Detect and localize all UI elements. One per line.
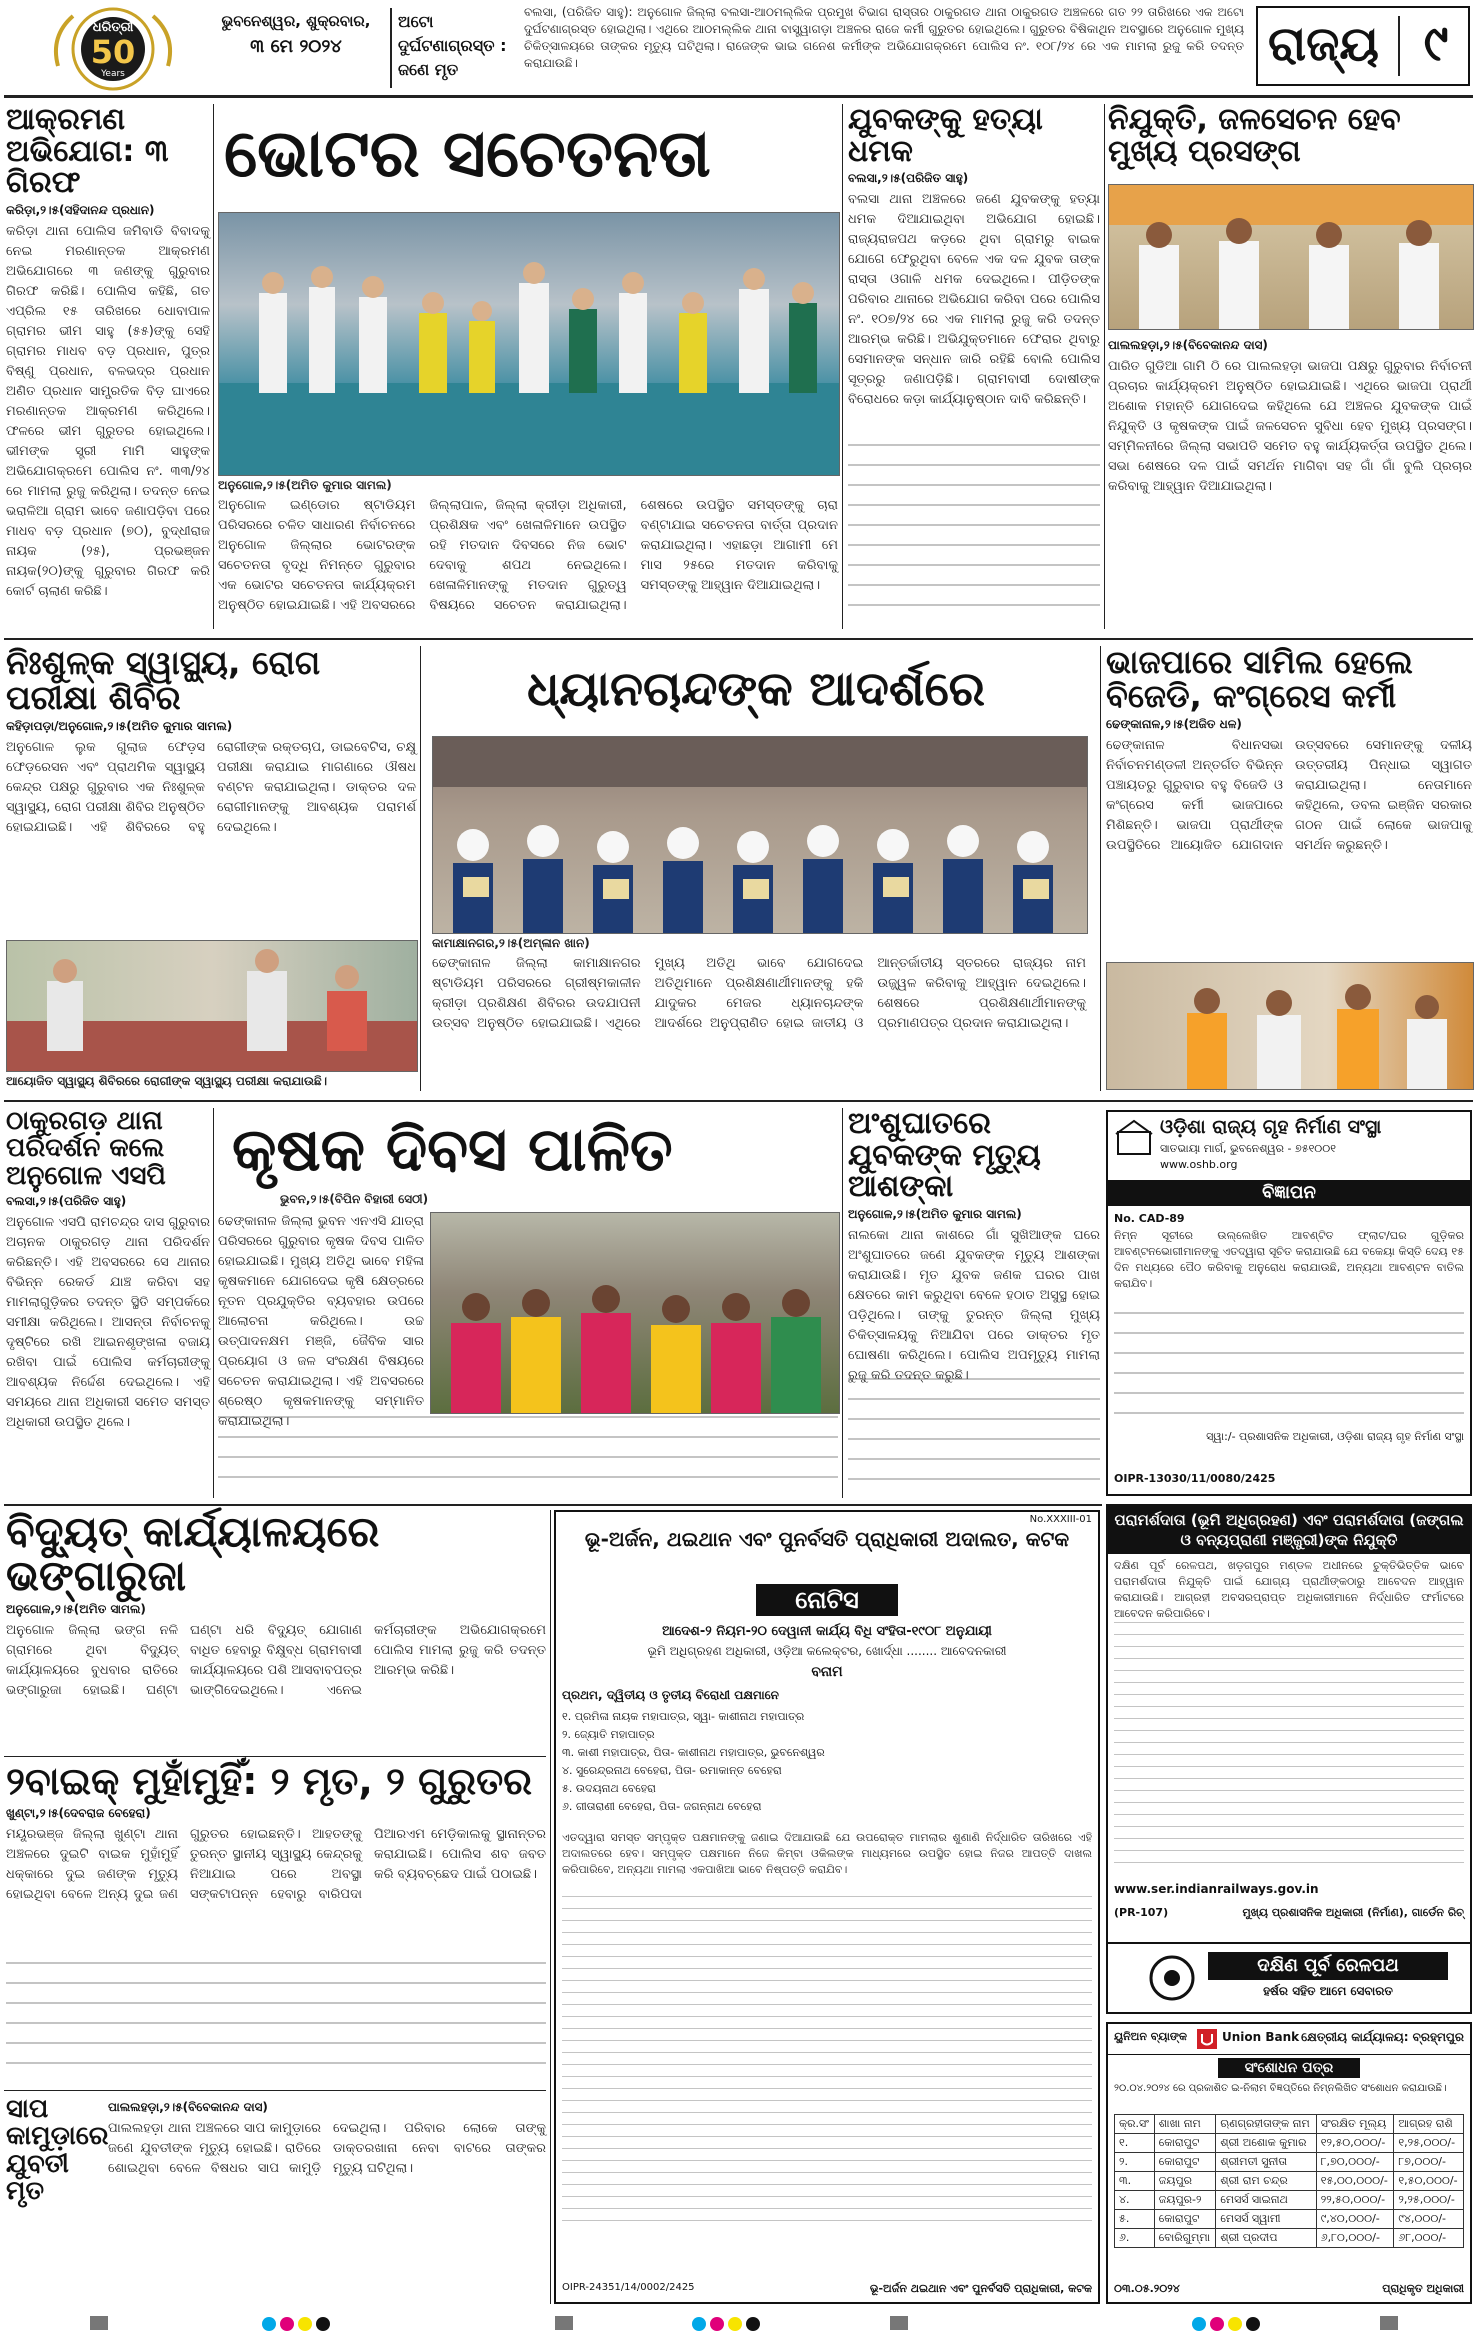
table-row xyxy=(1115,2229,1464,2248)
headline: ସାପ କାମୁଡ଼ାରେ ଯୁବତୀ ମୃତ xyxy=(6,2094,109,2206)
black-dot-icon xyxy=(746,2317,760,2331)
party-item: ୨. ଜ୍ୟୋତି ମହାପାତ୍ର xyxy=(562,1728,655,1741)
article-body: କରିଡ଼ା ଥାନା ପୋଲିସ ଜମିବାଡି ବିବାଦକୁ ନେଇ ମରଣାନ୍ତକ ଆକ୍ରମଣ ଅଭିଯୋଗରେ ୩ ଜଣଙ୍କୁ ଗୁରୁବାର ଗିରଫ କରିଛି। ପୋଲିସ କହିଛି, ଗତ ଏପ୍ରିଲ ୧୫ ତାରିଖରେ ଧୋବାପାଳ ଗ୍ରାମର ଭୀମ ସାହୁ (୫୫)ଙ୍କୁ ସେହି ଗ୍ରାମର ମାଧବ ବଡ଼ ପ୍ରଧାନ, ପୁତ୍ର ବିଷ୍ଣୁ ପ୍ରଧାନ, ବଳଭଦ୍ର ପ୍ରଧାନ ଅଣିତ ପ୍ରଧାନ ସାମ୍ପ୍ରତିକ ବିଡ଼ ଘାଏରେ ମରଣାନ୍ତକ ଆକ୍ରମଣ କରିଥିଲେ। ଫଳରେ ଭୀମ ଗୁରୁତର ହୋଇଥିଲେ। ଭୀମଙ୍କ ସ୍ତ୍ରୀ ମାମି ସାହୁଙ୍କ ଅଭିଯୋଗକ୍ରମେ ପୋଲିସ ନଂ. ୩୩/୨୪ ରେ ମାମଲା ରୁଜୁ କରିଥିଲା। ତଦନ୍ତ ନେଇ ଭରାଳିଆ ଗ୍ରାମ ଭାବେ ଜଣାପଡ଼ିବା ପରେ ମାଧବ ବଡ଼ ପ୍ରଧାନ (୭୦), ବୁଦ୍ଧୀରାଜ ନାୟକ (୨୫), ପ୍ରଭଞ୍ଜନ ନାୟକ(୨୦)ଙ୍କୁ ଗୁରୁବାର ଗିରଫ କରି କୋର୍ଟ ଚାଲାଣ କରିଛି। xyxy=(6,223,210,599)
table-cell: ଶ୍ରୀ ପ୍ରଦୀପ xyxy=(1216,2229,1316,2248)
cyan-dot-icon xyxy=(262,2317,276,2331)
black-dot-icon xyxy=(316,2317,330,2331)
table-cell: ୫. xyxy=(1115,2210,1155,2229)
headline: ବିଦ୍ୟୁତ୍ କାର୍ଯ୍ୟାଳୟରେ ଭଙ୍ଗାରୁଜା xyxy=(6,1507,380,1601)
text-column-filler xyxy=(6,1962,546,2074)
table-cell: ୯,୪୦,୦୦୦/- xyxy=(1316,2210,1394,2229)
niyukti-text xyxy=(1108,334,1472,628)
article-body: ମୟୂରଭଞ୍ଜ ଜିଲ୍ଲା ଖୁଣ୍ଟା ଥାନା ଅଞ୍ଚଳରେ ଦୁଇଟି ବାଇକ ମୁହାଁମୁହିଁ ଧକ୍କାରେ ଦୁଇ ଜଣଙ୍କ ମୃତ୍ୟୁ ହୋଇଥିବା ବେଳେ ଅନ୍ୟ ଦୁଇ ଜଣ ଗୁରୁତର ହୋଇଛନ୍ତି। ଆହତଙ୍କୁ ତୁରନ୍ତ ସ୍ଥାନୀୟ ସ୍ୱାସ୍ଥ୍ୟ କେନ୍ଦ୍ରକୁ ନିଆଯାଇ ପରେ ଅବସ୍ଥା ସଙ୍କଟାପନ୍ନ ହେବାରୁ ବାରିପଦା ପିଆରଏମ ମେଡ଼ିକାଲକୁ ସ୍ଥାନାନ୍ତର କରାଯାଇଛି। ପୋଲିସ ଶବ ଜବତ କରି ବ୍ୟବଚ୍ଛେଦ ପାଇଁ ପଠାଇଛି। xyxy=(6,1826,546,1902)
ad-text-filler xyxy=(1114,1622,1464,1872)
org-name: ଓଡ଼ିଶା ରାଜ୍ୟ ଗୃହ ନିର୍ମାଣ ସଂସ୍ଥା xyxy=(1160,1116,1382,1138)
section-name: ରାଜ୍ୟ xyxy=(1268,16,1379,72)
table-cell: ୧,୨୫,୦୦୦/- xyxy=(1394,2134,1464,2153)
headline: ଧ୍ୟାନଚାନ୍ଦଙ୍କ ଆଦର୍ଶରେ xyxy=(526,661,986,717)
article-body: ଢେଙ୍କାନାଳ ବିଧାନସଭା ନିର୍ବାଚନମଣ୍ଡଳୀ ଅନ୍ତର୍ଗତ ବିଭିନ୍ନ ପଞ୍ଚାୟତରୁ ଗୁରୁବାର ବହୁ ବିଜେଡି ଓ କଂଗ୍ରେସ କର୍ମୀ ଭାଜପାରେ ମିଶିଛନ୍ତି। ଭାଜପା ପ୍ରାର୍ଥୀଙ୍କ ଉପସ୍ଥିତିରେ ଆୟୋଜିତ ଯୋଗଦାନ ଉତ୍ସବରେ ସେମାନଙ୍କୁ ଦଳୀୟ ଉତ୍ତରୀୟ ପିନ୍ଧାଇ ସ୍ୱାଗତ କରାଯାଇଥିଲା। ନେତାମାନେ କହିଥିଲେ, ଡବଲ ଇଞ୍ଜିନ ସରକାର ଗଠନ ପାଇଁ ଲୋକେ ଭାଜପାକୁ ସମର୍ଥନ କରୁଛନ୍ତି। xyxy=(1106,738,1472,854)
article-bidyut xyxy=(6,1507,546,1750)
dateline: ପାଲଲହଡ଼ା,୨।୫(ବିବେକାନନ୍ଦ ଦାସ) xyxy=(1108,338,1268,352)
table-cell: ୪. xyxy=(1115,2191,1155,2210)
article-dhyanchand xyxy=(426,646,1086,736)
notice-title: ନୋଟିସ xyxy=(756,1584,898,1616)
rail-footer-sub: ହର୍ଷର ସହିତ ଆମେ ସେବାରତ xyxy=(1263,1984,1393,1998)
photo-niyukti-meeting xyxy=(1108,184,1474,330)
page-number: ୯ xyxy=(1423,14,1449,72)
table-header: ସଂରକ୍ଷିତ ମୂଲ୍ୟ xyxy=(1316,2115,1394,2134)
cyan-dot-icon xyxy=(1192,2317,1206,2331)
bank-brand: ୟୁନିଅନ ବ୍ୟାଙ୍କ xyxy=(1114,2030,1188,2043)
voter-body: ଅନୁଗୋଳ ଇଣ୍ଡୋର ଷ୍ଟାଡିୟମ ପରିସରରେ ଚଳିତ ସାଧାରଣ ନିର୍ବାଚନରେ ଅନୁଗୋଳ ଜିଲ୍ଲାର ଭୋଟରଙ୍କ ସଚେତନତା ବୃଦ୍ଧି ନିମନ୍ତେ ଗୁରୁବାର ଏକ ଭୋଟର ସଚେତନତା କାର୍ଯ୍ୟକ୍ରମ ଅନୁଷ୍ଠିତ ହୋଇଯାଇଛି। ଏହି ଅବସରରେ ଜିଲ୍ଲାପାଳ, ଜିଲ୍ଲା କ୍ରୀଡ଼ା ଅଧିକାରୀ, ପ୍ରଶିକ୍ଷକ ଏବଂ ଖେଳାଳିମାନେ ଉପସ୍ଥିତ ରହି ମତଦାନ ଦିବସରେ ନିଜ ଭୋଟ ଦେବାକୁ ଶପଥ ନେଇଥିଲେ। ଖେଳାଳିମାନଙ୍କୁ ମତଦାନ ଗୁରୁତ୍ୱ ବିଷୟରେ ସଚେତନ କରାଯାଇଥିଲା। ଶେଷରେ ଉପସ୍ଥିତ ସମସ୍ତଙ୍କୁ ଚାରା ବଣ୍ଟାଯାଇ ସଚେତନତା ବାର୍ତ୍ତା ପ୍ରଦାନ କରାଯାଇଥିଲା। ଏହାଛଡ଼ା ଆଗାମୀ ମେ ମାସ ୨୫ରେ ମତଦାନ କରିବାକୁ ସମସ୍ତଙ୍କୁ ଆହ୍ୱାନ ଦିଆଯାଇଥିଲା। xyxy=(218,498,838,613)
table-cell: ୩. xyxy=(1115,2172,1155,2191)
ad-signatory: ପ୍ରାଧିକୃତ ଅଧିକାରୀ xyxy=(1382,2282,1464,2295)
dateline: ଖୁଣ୍ଟା,୨।୫(ଦେବରାଜ ବେହେରା) xyxy=(6,1805,151,1820)
table-cell: କୋରାପୁଟ xyxy=(1154,2153,1216,2172)
photo-caption: ଭୁବନ,୨।୫(ବିପିନ ବିହାରୀ ସେଠୀ) xyxy=(280,1192,429,1206)
article-bike xyxy=(6,1759,546,2084)
notice-code: OIPR-24351/14/0002/2425 xyxy=(562,2282,695,2293)
table-cell: ୨,୨୫,୦୦୦/- xyxy=(1394,2191,1464,2210)
issue-date: ୩ ମେ ୨୦୨୪ xyxy=(250,36,342,57)
table-row xyxy=(1115,2172,1464,2191)
headline: ଆକ୍ରମଣ ଅଭିଯୋଗ: ୩ ଗିରଫ xyxy=(6,102,169,200)
notice-signatory: ଭୂ-ଅର୍ଜନ ଥଇଥାନ ଏବଂ ପୁନର୍ବସତି ପ୍ରାଧିକାରୀ, କଟକ xyxy=(869,2282,1092,2295)
photo-voter-awareness xyxy=(218,212,840,476)
photo-caption: କାମାକ୍ଷାନଗର,୨।୫(ଅମ୍ଳାନ ଖାନ) xyxy=(432,936,590,950)
dhyanchand-body: ଢେଙ୍କାନାଳ ଜିଲ୍ଲା କାମାକ୍ଷାନଗର ଷ୍ଟାଡିୟମ ପରିସରରେ ଗ୍ରୀଷ୍ମକାଳୀନ କ୍ରୀଡ଼ା ପ୍ରଶିକ୍ଷଣ ଶିବିରର ଉଦଯାପନୀ ଉତ୍ସବ ଅନୁଷ୍ଠିତ ହୋଇଯାଇଛି। ଏଥିରେ ମୁଖ୍ୟ ଅତିଥି ଭାବେ ଯୋଗଦେଇ ଅତିଥିମାନେ ପ୍ରଶିକ୍ଷଣାର୍ଥୀମାନଙ୍କୁ ହକି ଯାଦୁକର ମେଜର ଧ୍ୟାନଚାନ୍ଦଙ୍କ ଆଦର୍ଶରେ ଅନୁପ୍ରାଣିତ ହୋଇ ଜାତୀୟ ଓ ଆନ୍ତର୍ଜାତୀୟ ସ୍ତରରେ ରାଜ୍ୟର ନାମ ଉଜ୍ଜ୍ୱଳ କରିବାକୁ ଆହ୍ୱାନ ଦେଇଥିଲେ। ଶେଷରେ ପ୍ରଶିକ୍ଷଣାର୍ଥୀମାନଙ୍କୁ ପ୍ରମାଣପତ୍ର ପ୍ରଦାନ କରାଯାଇଥିଲା। xyxy=(432,956,1086,1031)
photo-caption: ଅନୁଗୋଳ,୨।୫(ଅମିତ କୁମାର ସାମଲ) xyxy=(218,478,392,492)
party-name: ଗୀତାରାଣୀ ବେହେରା, ପିତା- ଜଗନ୍ନାଥ ବେହେରା xyxy=(575,1800,762,1813)
table-header: କ୍ର.ସଂ xyxy=(1115,2115,1155,2134)
krushaka-body: ଢେଙ୍କାନାଳ ଜିଲ୍ଲା ଭୁବନ ଏନଏସି ଯାତ୍ରା ପରିସରରେ ଗୁରୁବାର କୃଷକ ଦିବସ ପାଳିତ ହୋଇଯାଇଛି। ମୁଖ୍ୟ ଅତିଥି ଭାବେ ମହିଳା କୃଷକମାନେ ଯୋଗଦେଇ କୃଷି କ୍ଷେତ୍ରରେ ନୂତନ ପ୍ରଯୁକ୍ତିର ବ୍ୟବହାର ଉପରେ ଆଲୋଚନା କରିଥିଲେ। ଉଚ୍ଚ ଉତ୍ପାଦନକ୍ଷମ ମଞ୍ଜି, ଜୈବିକ ସାର ପ୍ରୟୋଗ ଓ ଜଳ ସଂରକ୍ଷଣ ବିଷୟରେ ସଚେତନ କରାଯାଇଥିଲା। ଏହି ଅବସରରେ ଶ୍ରେଷ୍ଠ କୃଷକମାନଙ୍କୁ ସମ୍ମାନିତ କରାଯାଇଥିଲା। xyxy=(218,1214,424,1429)
table-cell: ୧୨,୫୦,୦୦୦/- xyxy=(1316,2134,1394,2153)
ad-signatory: ସ୍ୱା:/- ପ୍ରଶାସନିକ ଅଧିକାରୀ, ଓଡ଼ିଶା ରାଜ୍ୟ ଗୃହ ନିର୍ମାଣ ସଂସ୍ଥା xyxy=(1206,1430,1464,1443)
ad-title: ବିଜ୍ଞାପନ xyxy=(1108,1180,1470,1206)
ad-union-bank xyxy=(1106,2022,1472,2304)
court-title: ଭୂ-ଅର୍ଜନ, ଥଇଥାନ ଏବଂ ପୁନର୍ବସତି ପ୍ରାଧିକାରୀ ଅଦାଲତ, କଟକ xyxy=(584,1527,1070,1551)
top-brief-label: ଅଟୋ ଦୁର୍ଘଟଣାଗ୍ରସ୍ତ : ଜଣେ ମୃତ xyxy=(398,12,507,79)
table-cell: ଜୟପୁର-୨ xyxy=(1154,2191,1216,2210)
article-bjp xyxy=(1106,643,1472,956)
bank-table xyxy=(1114,2114,1464,2248)
party-item: ୪. ସୁରେନ୍ଦ୍ରନାଥ ବେହେରା, ପିତା- ରମାକାନ୍ତ ବେହେରା xyxy=(562,1764,782,1777)
bank-header xyxy=(1108,2024,1470,2055)
org-address: ସାତଭାୟା ମାର୍ଗ, ଭୁବନେଶ୍ୱର - ୭୫୧୦୦୧ xyxy=(1160,1142,1336,1155)
table-cell: କୋରାପୁଟ xyxy=(1154,2210,1216,2229)
section-box xyxy=(1256,6,1470,86)
article-thakuragada xyxy=(6,1108,210,1498)
article-body: ଅନୁଗୋଳ ଏସପି ରାମଚନ୍ଦ୍ର ଦାସ ଗୁରୁବାର ଅଚାନକ ଠାକୁରଗଡ଼ ଥାନା ପରିଦର୍ଶନ କରିଛନ୍ତି। ଏହି ଅବସରରେ ସେ ଥାନାର ବିଭିନ୍ନ ରେକର୍ଡ ଯାଞ୍ଚ କରିବା ସହ ମାମଲାଗୁଡ଼ିକର ତଦନ୍ତ ସ୍ଥିତି ସମ୍ପର୍କରେ ସମୀକ୍ଷା କରିଥିଲେ। ଆସନ୍ତା ନିର୍ବାଚନକୁ ଦୃଷ୍ଟିରେ ରଖି ଆଇନଶୃଙ୍ଖଳା ବଜାୟ ରଖିବା ପାଇଁ ପୋଲିସ କର୍ମଚାରୀଙ୍କୁ ଆବଶ୍ୟକ ନିର୍ଦ୍ଦେଶ ଦେଇଥିଲେ। ଏହି ସମୟରେ ଥାନା ଅଧିକାରୀ ସମେତ ସମସ୍ତ ଅଧିକାରୀ ଉପସ୍ଥିତ ଥିଲେ। xyxy=(6,1214,210,1430)
table-cell: ୧. xyxy=(1115,2134,1155,2153)
notice-sub2: ଭୂମି ଅଧିଗ୍ରହଣ ଅଧିକାରୀ, ଓଡ଼ିଆ କଲେକ୍ଟର, ଖୋର୍ଦ୍ଧା ........ ଆବେଦନକାରୀ xyxy=(647,1644,1007,1658)
notice-sub: ଆଦେଶ-୨ ନିୟମ-୨୦ ଦେୱାନୀ କାର୍ଯ୍ୟ ବିଧି ସଂହିତା-୧୯୦୮ ଅନୁଯାୟୀ xyxy=(662,1624,992,1639)
color-dots-center xyxy=(690,2316,780,2334)
headline: ଭୋଟର ସଚେତନତା xyxy=(224,115,711,192)
table-row xyxy=(1115,2134,1464,2153)
yellow-dot-icon xyxy=(1228,2317,1242,2331)
housing-emblem-icon xyxy=(1114,1118,1154,1158)
table-cell: ୬୮,୦୦୦/- xyxy=(1394,2229,1464,2248)
article-akramana xyxy=(6,104,210,634)
table-cell: ୬,୮୦,୦୦୦/- xyxy=(1316,2229,1394,2248)
table-cell: ୨. xyxy=(1115,2153,1155,2172)
ad-table-filler xyxy=(1114,1312,1464,1422)
article-yubaka-hatya xyxy=(848,104,1100,634)
dateline: ବଲସା,୨।୫(ପରିଜିତ ସାହୁ) xyxy=(6,1193,127,1208)
ad-railway xyxy=(1106,1504,1472,2014)
table-row xyxy=(1115,2210,1464,2229)
logo-word: ଧରିତ୍ରୀ xyxy=(92,20,134,35)
dateline: କହିଡ଼ାପଡ଼ା/ଅନୁଗୋଳ,୨।୫(ଅମିତ କୁମାର ସାମଲ) xyxy=(6,719,233,734)
table-cell: ୧,୫୦,୦୦୦/- xyxy=(1394,2172,1464,2191)
headline: ନିଯୁକ୍ତି, ଜଳସେଚନ ହେବ ମୁଖ୍ୟ ପ୍ରସଙ୍ଗ xyxy=(1108,102,1401,169)
notice-ref: No.XXXIII-01 xyxy=(1029,1514,1092,1525)
party-name: ସୁରେନ୍ଦ୍ରନାଥ ବେହେରା, ପିତା- ରମାକାନ୍ତ ବେହେରା xyxy=(576,1764,782,1777)
article-body: ପାରିତ ଗୁଡିଆ ଗାମି ଠି ରେ ପାଲଲହଡ଼ା ଭାଜପା ପକ୍ଷରୁ ଗୁରୁବାର ନିର୍ବାଚନୀ ପ୍ରଚାର କାର୍ଯ୍ୟକ୍ରମ ଅନୁଷ୍ଠିତ ହୋଇଯାଇଛି। ଏଥିରେ ଭାଜପା ପ୍ରାର୍ଥୀ ଅଶୋକ ମହାନ୍ତି ଯୋଗଦେଇ କହିଥିଲେ ଯେ ଅଞ୍ଚଳର ଯୁବକଙ୍କ ପାଇଁ ନିଯୁକ୍ତି ଓ କୃଷକଙ୍କ ପାଇଁ ଜଳସେଚନ ସୁବିଧା ହେବ ମୁଖ୍ୟ ପ୍ରସଙ୍ଗ। ସମ୍ମିଳନୀରେ ଜିଲ୍ଲା ସଭାପତି ସମେତ ବହୁ କାର୍ଯ୍ୟକର୍ତ୍ତା ଉପସ୍ଥିତ ଥିଲେ। ସଭା ଶେଷରେ ଦଳ ପାଇଁ ସମର୍ଥନ ମାଗିବା ସହ ଗାଁ ଗାଁ ବୁଲି ପ୍ରଚାର କରିବାକୁ ଆହ୍ୱାନ ଦିଆଯାଇଥିଲା। xyxy=(1108,359,1472,494)
registration-bar xyxy=(1380,2316,1398,2330)
table-cell: କୋରାପୁଟ xyxy=(1154,2134,1216,2153)
ad-body: ନିମ୍ନ ସୂଚୀରେ ଉଲ୍ଲେଖିତ ଆବଣ୍ଟିତ ଫ୍ଲାଟ/ଘର ଗୁଡ଼ିକର ଆବଣ୍ଟନଭୋଗୀମାନଙ୍କୁ ଏତଦ୍ୱାରା ସୂଚିତ କରାଯାଉଛି ଯେ ବକେୟା କିସ୍ତି ଦେୟ ୧୫ ଦିନ ମଧ୍ୟରେ ପୈଠ କରିବାକୁ ଅନୁରୋଧ କରାଯାଉଛି, ଅନ୍ୟଥା ଆବଣ୍ଟନ ବାତିଲ କରାଯିବ। xyxy=(1114,1229,1464,1290)
ad-court-notice xyxy=(554,1510,1100,2304)
table-row xyxy=(1115,2153,1464,2172)
table-cell: ମେସର୍ସ ସ୍ୱାମୀ xyxy=(1216,2210,1316,2229)
table-cell: ୮,୭୦,୦୦୦/- xyxy=(1316,2153,1394,2172)
union-bank-logo-icon xyxy=(1196,2028,1218,2050)
photo-krushaka-dibasa xyxy=(430,1212,840,1414)
photo-health-camp xyxy=(6,940,418,1072)
table-cell: ଶ୍ରୀ ରାମ ଚନ୍ଦ୍ର xyxy=(1216,2172,1316,2191)
table-cell: ୯୪,୦୦୦/- xyxy=(1394,2210,1464,2229)
article-body: ନାଲକୋ ଥାନା କାଶରେ ଗାଁ ସୁଖିଆଙ୍କ ଘରେ ଅଂଶୁଘାତରେ ଜଣେ ଯୁବକଙ୍କ ମୃତ୍ୟୁ ଆଶଙ୍କା କରାଯାଉଛି। ମୃତ ଯୁବକ ଜଣକ ଘରର ପାଖ କ୍ଷେତରେ କାମ କରୁଥିବା ବେଳେ ହଠାତ ଅସୁସ୍ଥ ହୋଇ ପଡ଼ିଥିଲେ। ତାଙ୍କୁ ତୁରନ୍ତ ଜିଲ୍ଲା ମୁଖ୍ୟ ଚିକିତ୍ସାଳୟକୁ ନିଆଯିବା ପରେ ଡାକ୍ତର ମୃତ ଘୋଷଣା କରିଥିଲେ। ପୋଲିସ ଅପମୃତ୍ୟୁ ମାମଲା ରୁଜୁ କରି ତଦନ୍ତ କରୁଛି। xyxy=(848,1227,1100,1383)
headline: ଭାଜପାରେ ସାମିଲ ହେଲେ ବିଜେଡି, କଂଗ୍ରେସ କର୍ମୀ xyxy=(1106,643,1413,715)
table-cell: ୬. xyxy=(1115,2229,1155,2248)
dateline: ଅନୁଗୋଳ,୨।୫(ଅମିତ କୁମାର ସାମଲ) xyxy=(848,1206,1022,1221)
table-cell: ବୋରିଗୁମ୍ମା xyxy=(1154,2229,1216,2248)
table-cell: ଜୟପୁର xyxy=(1154,2172,1216,2191)
city-day: ଭୁବନେଶ୍ୱର, ଶୁକ୍ରବାର, xyxy=(221,12,371,30)
table-cell: ଶ୍ରୀ ଅଶୋକ କୁମାର xyxy=(1216,2134,1316,2153)
table-header: ଶାଖା ନାମ xyxy=(1154,2115,1216,2134)
article-body: ବଲସା ଥାନା ଅଞ୍ଚଳରେ ଜଣେ ଯୁବକଙ୍କୁ ହତ୍ୟା ଧମକ ଦିଆଯାଇଥିବା ଅଭିଯୋଗ ହୋଇଛି। ରାଜ୍ୟରାଜପଥ କଡ଼ରେ ଥିବା ଗ୍ରାମରୁ ବାଇକ ଯୋଗେ ଫେରୁଥିବା ବେଳେ ଏକ ଦଳ ଯୁବକ ତାଙ୍କ ରାସ୍ତା ଓଗାଳି ଧମକ ଦେଇଥିଲେ। ପୀଡ଼ିତଙ୍କ ପରିବାର ଥାନାରେ ଅଭିଯୋଗ କରିବା ପରେ ପୋଲିସ ନଂ. ୧୦୭/୨୪ ରେ ଏକ ମାମଲା ରୁଜୁ କରି ତଦନ୍ତ ଆରମ୍ଭ କରିଛି। ଅଭିଯୁକ୍ତମାନେ ଫେରାର ଥିବାରୁ ସେମାନଙ୍କ ସନ୍ଧାନ ଜାରି ରହିଛି ବୋଲି ପୋଲିସ ସୂତ୍ରରୁ ଜଣାପଡ଼ିଛି। ଗ୍ରାମବାସୀ ଦୋଷୀଙ୍କ ବିରୋଧରେ କଡ଼ା କାର୍ଯ୍ୟାନୁଷ୍ଠାନ ଦାବି କରିଛନ୍ତି। xyxy=(848,192,1100,407)
article-nishulka xyxy=(6,643,416,936)
bank-brand-en: Union Bank xyxy=(1222,2030,1300,2044)
headline: ନିଃଶୁଳ୍କ ସ୍ୱାସ୍ଥ୍ୟ, ରୋଗ ପରୀକ୍ଷା ଶିବିର xyxy=(6,643,321,717)
cyan-dot-icon xyxy=(692,2317,706,2331)
registration-bar xyxy=(555,2316,573,2330)
bank-table-wrap xyxy=(1114,2114,1464,2248)
black-dot-icon xyxy=(1246,2317,1260,2331)
photo-dhyanchand-camp xyxy=(432,736,1088,934)
sapa-text xyxy=(108,2096,546,2304)
article-sapa xyxy=(6,2094,109,2304)
text-column-filler xyxy=(848,444,1100,624)
headline: କୃଷକ ଦିବସ ପାଳିତ xyxy=(232,1115,673,1185)
yellow-dot-icon xyxy=(298,2317,312,2331)
article-body: ଅନୁଗୋଳ ଲୁକ ଗୁଲାଜ ଫେଡ଼ସ ଫେଡ଼ରେସନ ଏବଂ ପ୍ରାଥମିକ ସ୍ୱାସ୍ଥ୍ୟ କେନ୍ଦ୍ର ପକ୍ଷରୁ ଗୁରୁବାର ଏକ ନିଃଶୁଳ୍କ ସ୍ୱାସ୍ଥ୍ୟ, ରୋଗ ପରୀକ୍ଷା ଶିବିର ଅନୁଷ୍ଠିତ ହୋଇଯାଇଛି। ଏହି ଶିବିରରେ ବହୁ ରୋଗୀଙ୍କ ରକ୍ତଚାପ, ଡାଇବେଟିସ, ଚକ୍ଷୁ ପରୀକ୍ଷା କରାଯାଇ ମାଗଣାରେ ଔଷଧ ବଣ୍ଟନ କରାଯାଇଥିଲା। ଡାକ୍ତର ଦଳ ରୋଗୀମାନଙ୍କୁ ଆବଶ୍ୟକ ପରାମର୍ଶ ଦେଇଥିଲେ। xyxy=(6,740,416,836)
parties-label: ପ୍ରଥମ, ଦ୍ୱିତୀୟ ଓ ତୃତୀୟ ବିରୋଧୀ ପକ୍ଷମାନେ xyxy=(562,1688,779,1702)
logo-years: 50 xyxy=(90,33,136,71)
masthead xyxy=(0,0,1477,95)
color-dots-right xyxy=(1190,2316,1280,2334)
party-name: ଜ୍ୟୋତି ମହାପାତ୍ର xyxy=(574,1728,655,1741)
logo-years-label: Years xyxy=(101,69,125,79)
table-header: ଋଣଗ୍ରହୀତାଙ୍କ ନାମ xyxy=(1216,2115,1316,2134)
headline: ୨ବାଇକ୍ ମୁହାଁମୁହିଁ: ୨ ମୃତ, ୨ ଗୁରୁତର xyxy=(6,1759,533,1803)
article-body: ଅନୁଗୋଳ ଜିଲ୍ଲା ଭଙ୍ଗ ନଳି ଗ୍ରାମରେ ଥିବା ବିଦ୍ୟୁତ୍ କାର୍ଯ୍ୟାଳୟରେ ବୁଧବାର ରାତିରେ ଭଙ୍ଗାରୁଜା ହୋଇଛି। ଘଣ୍ଟା ଘଣ୍ଟା ଧରି ବିଦ୍ୟୁତ୍ ଯୋଗାଣ ବାଧିତ ହେବାରୁ ବିକ୍ଷୁବ୍ଧ ଗ୍ରାମବାସୀ କାର୍ଯ୍ୟାଳୟରେ ପଶି ଆସବାବପତ୍ର ଭାଙ୍ଗିଦେଇଥିଲେ। ଏନେଇ କର୍ମଚାରୀଙ୍କ ଅଭିଯୋଗକ୍ରମେ ପୋଲିସ ମାମଲା ରୁଜୁ କରି ତଦନ୍ତ ଆରମ୍ଭ କରିଛି। xyxy=(6,1623,546,1699)
ad-code: (PR-107) xyxy=(1114,1906,1169,1919)
registration-bar xyxy=(890,2316,908,2330)
dateline: ବଲସା,୨।୫(ପରିଜିତ ସାହୁ) xyxy=(848,171,969,185)
ad-code: OIPR-13030/11/0080/2425 xyxy=(1114,1472,1276,1485)
top-brief-text: ବଲସା, (ପରିଜିତ ସାହୁ): ଅନୁଗୋଳ ଜିଲ୍ଲା ବଲସା-ଆଠମଲ୍ଲିକ ପ୍ରମୁଖ ବିଭାଗ ରାସ୍ତାର ଠାକୁରଗଡ ଥାନା ଠାକୁରଗଡ ଅଞ୍ଚଳରେ ଗତ ୨୨ ତାରିଖରେ ଏକ ଅଟୋ ଦୁର୍ଘଟଣାଗ୍ରସ୍ତ ହୋଇଥିଲା। ଏଥିରେ ଆଠମଲ୍ଲିକ ଥାନା ବାସ୍ତ୍ୱାଗଡ଼ା ଅଞ୍ଚଳର ରାଜେ କର୍ମୀ ଗୁରୁତର ହୋଇଥିଲେ। ଗୁରୁତର ବିଷିକାଥିନ ଅବସ୍ଥାରେ ଅନୁଗୋଳ ମୁଖ୍ୟ ଚିକିତ୍ସାଳୟରେ ତାଙ୍କର ମୃତ୍ୟୁ ଘଟିଥିଲା। ରାଜେଙ୍କ ଭାଇ ଗନେଶ କର୍ମୀଙ୍କ ଅଭିଯୋଗକ୍ରମେ ପୋଲିସ ନଂ. ୧୦୮/୨୪ ରେ ଏକ ମାମଲା ରୁଜୁ କରି ତଦନ୍ତ କରାଯାଉଛି। xyxy=(524,5,1244,70)
headline: ଯୁବକଙ୍କୁ ହତ୍ୟା ଧମକ xyxy=(848,102,1043,169)
headline: ଠାକୁରଗଡ଼ ଥାନା ପରିଦର୍ଶନ କଲେ ଅନୁଗୋଳ ଏସପି xyxy=(6,1106,166,1191)
bank-office: କ୍ଷେତ୍ରୀୟ କାର୍ଯ୍ୟାଳୟ: ବ୍ରହ୍ମପୁର xyxy=(1301,2030,1464,2044)
magenta-dot-icon xyxy=(710,2317,724,2331)
article-body: ପାଲଲହଡ଼ା ଥାନା ଅଞ୍ଚଳରେ ସାପ କାମୁଡ଼ାରେ ଜଣେ ଯୁବତୀଙ୍କ ମୃତ୍ୟୁ ହୋଇଛି। ରାତିରେ ଶୋଇଥିବା ବେଳେ ବିଷଧର ସାପ କାମୁଡ଼ି ଦେଇଥିଲା। ପରିବାର ଲୋକେ ତାଙ୍କୁ ଡାକ୍ତରଖାନା ନେବା ବାଟରେ ତାଙ୍କର ମୃତ୍ୟୁ ଘଟିଥିଲା। xyxy=(108,2121,546,2176)
notice-text-filler xyxy=(562,1896,1092,2226)
notice-versus: ବନାମ xyxy=(811,1664,843,1680)
table-cell: ୮୭,୦୦୦/- xyxy=(1394,2153,1464,2172)
dateline: ପାଲଲହଡ଼ା,୨।୫(ବିବେକାନନ୍ଦ ଦାସ) xyxy=(108,2100,268,2114)
krushaka-body-continued xyxy=(218,1416,838,1496)
party-item: ୧. ପ୍ରମିଳା ନାୟକ ମହାପାତ୍ର, ସ୍ୱା- କାଶୀନାଥ ମହାପାତ୍ର xyxy=(562,1710,805,1723)
text-column-filler xyxy=(848,1378,1100,1488)
party-item: ୩. କାଶୀ ମହାପାତ୍ର, ପିତା- କାଶୀନାଥ ମହାପାତ୍ର, ଭୁବନେଶ୍ୱର xyxy=(562,1746,825,1759)
magenta-dot-icon xyxy=(280,2317,294,2331)
magenta-dot-icon xyxy=(1210,2317,1224,2331)
table-cell: ମେସର୍ସ ସାଇନାଥ xyxy=(1216,2191,1316,2210)
table-cell: ୨୨,୫୦,୦୦୦/- xyxy=(1316,2191,1394,2210)
ad-website[interactable]: www.ser.indianrailways.gov.in xyxy=(1114,1882,1319,1896)
dateline: କରିଡ଼ା,୨।୫(ସହିଦାନନ୍ଦ ପ୍ରଧାନ) xyxy=(6,202,155,217)
article-anshughata xyxy=(848,1108,1100,1498)
org-website[interactable]: www.oshb.org xyxy=(1160,1158,1238,1171)
table-row xyxy=(1115,2191,1464,2210)
party-name: ପ୍ରମିଳା ନାୟକ ମହାପାତ୍ର, ସ୍ୱା- କାଶୀନାଥ ମହାପାତ୍ର xyxy=(574,1710,805,1723)
print-registration-strip xyxy=(0,2310,1477,2339)
photo-bjp-joining xyxy=(1106,962,1474,1090)
table-header: ଆଗ୍ରହ ରାଶି xyxy=(1394,2115,1464,2134)
parties-list xyxy=(562,1708,1092,1816)
dateline-block xyxy=(206,12,386,82)
ad-housing-board xyxy=(1106,1110,1472,1496)
ad-body: ଦକ୍ଷିଣ ପୂର୍ବ ରେଳପଥ, ଖଡ଼ଗପୁର ମଣ୍ଡଳ ଅଧୀନରେ ଚୁକ୍ତିଭିତ୍ତିକ ଭାବେ ପରାମର୍ଶଦାତା ନିଯୁକ୍ତି ପାଇଁ ଯୋଗ୍ୟ ପ୍ରାର୍ଥୀଙ୍କଠାରୁ ଆବେଦନ ଆହ୍ୱାନ କରାଯାଉଛି। ଆଗ୍ରହୀ ଅବସରପ୍ରାପ୍ତ ଅଧିକାରୀମାନେ ନିର୍ଦ୍ଧାରିତ ଫର୍ମାଟରେ ଆବେଦନ କରିପାରିବେ। xyxy=(1114,1559,1464,1620)
photo-caption: ଆୟୋଜିତ ସ୍ୱାସ୍ଥ୍ୟ ଶିବିରରେ ରୋଗୀଙ୍କ ସ୍ୱାସ୍ଥ୍ୟ ପରୀକ୍ଷା କରାଯାଉଛି। xyxy=(6,1074,327,1088)
notice-body: ଏତଦ୍ୱାରା ସମସ୍ତ ସମ୍ପୃକ୍ତ ପକ୍ଷମାନଙ୍କୁ ଜଣାଇ ଦିଆଯାଉଛି ଯେ ଉପରୋକ୍ତ ମାମଲାର ଶୁଣାଣି ନିର୍ଦ୍ଧାରିତ ତାରିଖରେ ଏହି ଅଦାଲତରେ ହେବ। ସମ୍ପୃକ୍ତ ପକ୍ଷମାନେ ନିଜେ କିମ୍ବା ଓକିଲଙ୍କ ମାଧ୍ୟମରେ ଉପସ୍ଥିତ ହୋଇ ନିଜର ଆପତ୍ତି ଦାଖଲ କରିପାରିବେ, ଅନ୍ୟଥା ମାମଲା ଏକପାଖିଆ ଭାବେ ନିଷ୍ପତ୍ତି କରାଯିବ। xyxy=(562,1831,1092,1876)
registration-bar xyxy=(90,2316,108,2330)
party-name: ଉଦୟନାଥ ବେହେରା xyxy=(575,1782,656,1795)
table-cell: ଶ୍ରୀମତୀ ସୁନୀତା xyxy=(1216,2153,1316,2172)
rail-footer-name: ଦକ୍ଷିଣ ପୂର୍ବ ରେଳପଥ xyxy=(1208,1952,1448,1980)
ad-body: ୨୦.୦୪.୨୦୨୪ ରେ ପ୍ରକାଶିତ ଇ-ନିଲାମ ବିଜ୍ଞପ୍ତିରେ ନିମ୍ନଲିଖିତ ସଂଶୋଧନ କରାଯାଉଛି। xyxy=(1114,2083,1447,2094)
party-item: ୫. ଉଦୟନାଥ ବେହେରା xyxy=(562,1782,656,1795)
notice-number: No. CAD-89 xyxy=(1114,1212,1185,1225)
logo-badge xyxy=(38,6,188,92)
party-name: କାଶୀ ମହାପାତ୍ର, ପିତା- କାଶୀନାଥ ମହାପାତ୍ର, ଭୁବନେଶ୍ୱର xyxy=(577,1746,825,1759)
text-column-filler xyxy=(218,1416,838,1496)
ad-signatory: ମୁଖ୍ୟ ପ୍ରଶାସନିକ ଅଧିକାରୀ (ନିର୍ମାଣ), ଗାର୍ଡେନ ରିଚ୍ xyxy=(1242,1906,1464,1919)
yellow-dot-icon xyxy=(728,2317,742,2331)
ad-title: ପରାମର୍ଶଦାତା (ଭୂମି ଅଧିଗ୍ରହଣ) ଏବଂ ପରାମର୍ଶଦାତା (ଜଙ୍ଗଲ ଓ ବନ୍ୟପ୍ରାଣୀ ମଞ୍ଜୁରୀ)ଙ୍କ ନିଯୁକ୍ତି xyxy=(1108,1506,1470,1554)
ad-date: ୦୩.୦୫.୨୦୨୪ xyxy=(1114,2282,1180,2295)
dateline: ଢେଙ୍କାନାଳ,୨।୫(ଅଜିତ ଧଳ) xyxy=(1106,717,1242,732)
rail-footer xyxy=(1108,1942,1470,2014)
dateline: ଅନୁଗୋଳ,୨।୫(ଅମିତ ସାମଲ) xyxy=(6,1602,146,1617)
party-item: ୬. ଗୀତାରାଣୀ ବେହେରା, ପିତା- ଜଗନ୍ନାଥ ବେହେରା xyxy=(562,1800,762,1813)
table-cell: ୧୫,୦୦,୦୦୦/- xyxy=(1316,2172,1394,2191)
headline: ଅଂଶୁଘାତରେ ଯୁବକଙ୍କ ମୃତ୍ୟୁ ଆଶଙ୍କା xyxy=(848,1106,1041,1204)
railway-logo-icon xyxy=(1148,1954,1196,2002)
ad-title: ସଂଶୋଧନ ପତ୍ର xyxy=(1218,2058,1360,2078)
table-header-row xyxy=(1115,2115,1464,2134)
color-dots-left xyxy=(260,2316,350,2334)
